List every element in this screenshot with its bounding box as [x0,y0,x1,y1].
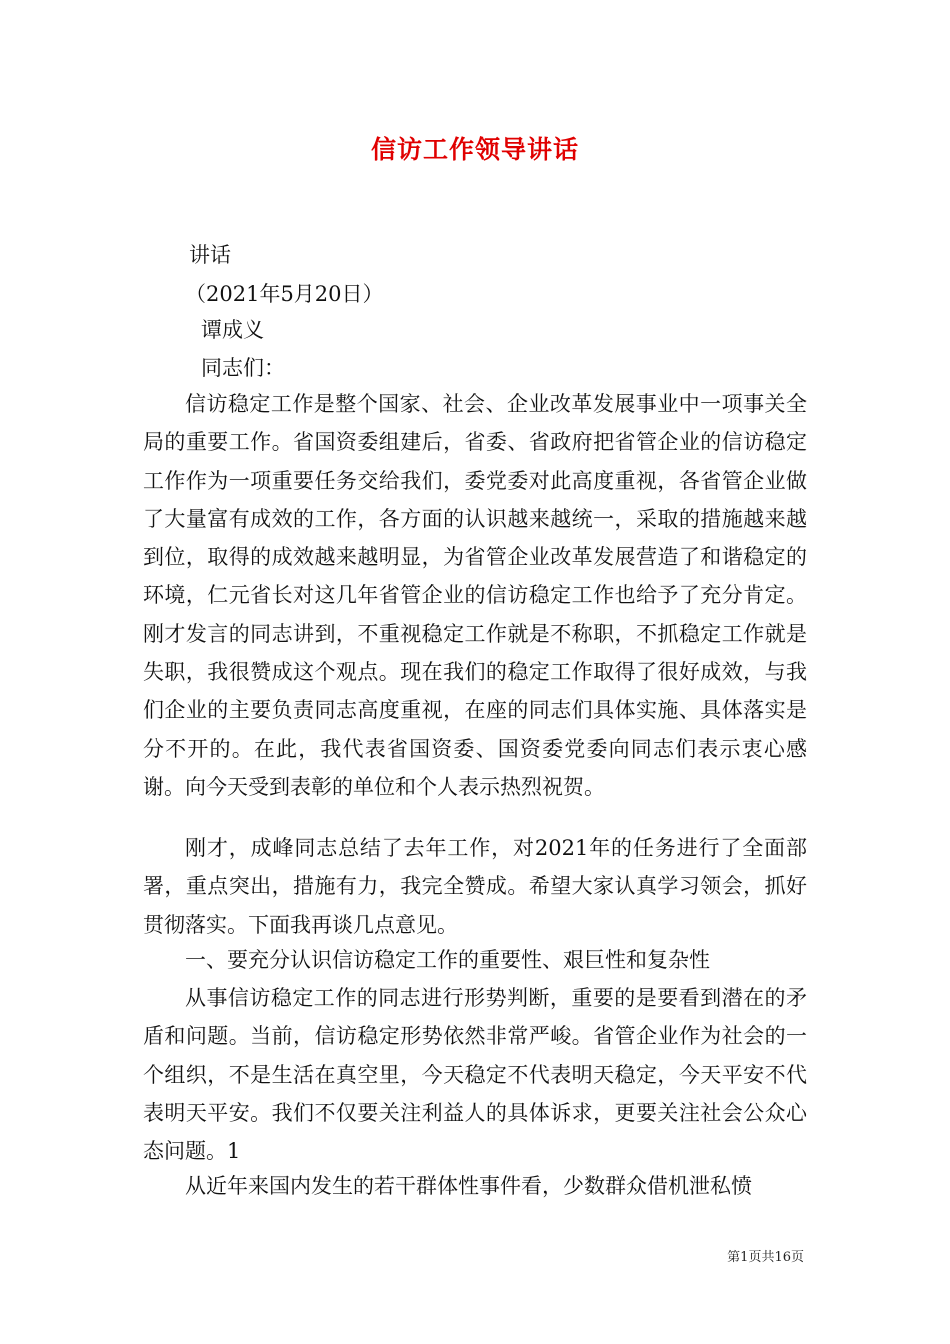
paragraph-1: 信访稳定工作是整个国家、社会、企业改革发展事业中一项事关全局的重要工作。省国资委组建后，省委、省政府把省管企业的信访稳定工作作为一项重要任务交给我们，委党委对此高度重视，各省管企业做了大量富有成效的工作，各方面的认识越来越统一，采取的措施越来越到位，取得的成效越来越明显，为省管企业改革发展营造了和谐稳定的环境，仁元省长对这几年省管企业的信访稳定工作也给予了充分肯定。刚才发言的同志讲到，不重视稳定工作就是不称职，不抓稳定工作就是失职，我很赞成这个观点。现在我们的稳定工作取得了很好成效，与我们企业的主要负责同志高度重视，在座的同志们具体实施、具体落实是分不开的。在此，我代表省国资委、国资委党委向同志们表示衷心感谢。向今天受到表彰的单位和个人表示热烈祝贺。 [143,392,807,799]
salutation: 同志们： [201,356,285,380]
speaker-name: 谭成义 [201,318,264,342]
paragraph-4: 从近年来国内发生的若干群体性事件看，少数群众借机泄私愤 [185,1174,752,1198]
section-heading-1: 一、要充分认识信访稳定工作的重要性、艰巨性和复杂性 [185,948,710,972]
document-title: 信访工作领导讲话 [370,135,579,164]
speech-label: 讲话 [189,243,231,267]
paragraph-3: 从事信访稳定工作的同志进行形势判断，重要的是要看到潜在的矛盾和问题。当前，信访稳定形势依然非常严峻。省管企业作为社会的一个组织，不是生活在真空里，今天稳定不代表明天稳定，今天平安不代表明天平安。我们不仅要关注利益人的具体诉求，更要关注社会公众心态问题。1 [143,986,807,1164]
speech-date: （2021年5月20日） [185,282,384,306]
paragraph-2: 刚才，成峰同志总结了去年工作，对2021年的任务进行了全面部署，重点突出，措施有力，我完全赞成。希望大家认真学习领会，抓好贯彻落实。下面我再谈几点意见。 [143,836,807,937]
page-number: 第1页共16页 [727,1250,804,1265]
